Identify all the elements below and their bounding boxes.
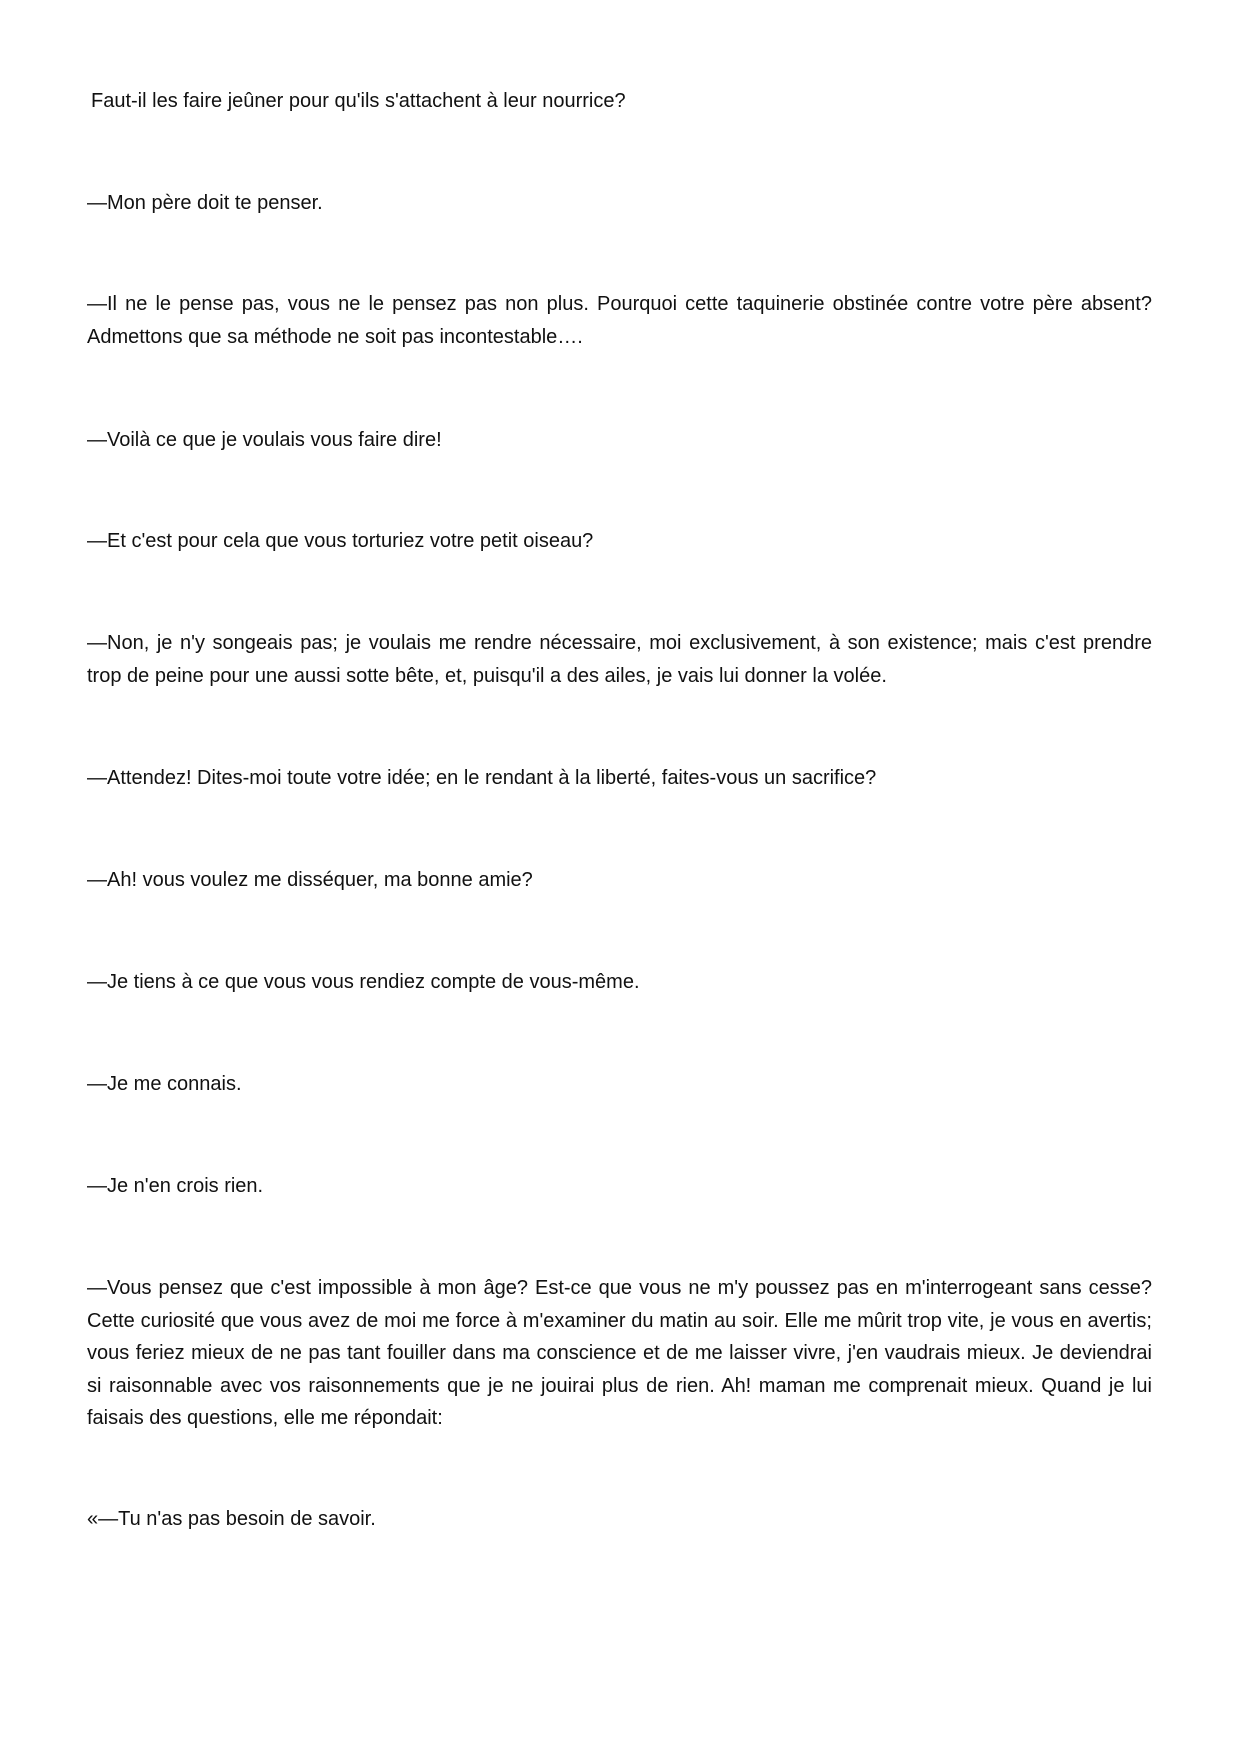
paragraph-12: —Vous pensez que c'est impossible à mon âge? Est-ce que vous ne m'y poussez pas en m'interrogeant sans cesse? Cette curiosité que vous avez de moi me force à m'examiner du matin au soir. Elle me mûrit trop vite, je vous en avertis; vous feriez mieux de ne pas tant fouiller dans ma conscience et de me laisser vivre, j'en vaudrais mieux. Je deviendrai si raisonnable avec vos raisonnements que je ne jouirai plus de rien. Ah! maman me comprenait mieux. Quand je lui faisais des questions, elle me répondait: — [87, 1277, 1152, 1429]
paragraph-8: —Ah! vous voulez me disséquer, ma bonne amie? — [87, 869, 533, 891]
paragraph-4: —Voilà ce que je voulais vous faire dire! — [87, 429, 442, 451]
paragraph-1: Faut-il les faire jeûner pour qu'ils s'attachent à leur nourrice? — [91, 90, 626, 112]
paragraph-9: —Je tiens à ce que vous vous rendiez compte de vous-même. — [87, 971, 640, 993]
paragraph-2: —Mon père doit te penser. — [87, 192, 323, 214]
paragraph-3: —Il ne le pense pas, vous ne le pensez pas non plus. Pourquoi cette taquinerie obstinée contre votre père absent? Admettons que sa méthode ne soit pas incontestable…. — [87, 293, 1152, 348]
paragraph-10: —Je me connais. — [87, 1073, 242, 1095]
paragraph-7: —Attendez! Dites-moi toute votre idée; en le rendant à la liberté, faites-vous un sacrifice? — [87, 767, 877, 789]
paragraph-6: —Non, je n'y songeais pas; je voulais me rendre nécessaire, moi exclusivement, à son existence; mais c'est prendre trop de peine pour une aussi sotte bête, et, puisqu'il a des ailes, je vais lui donner la volée. — [87, 632, 1152, 687]
paragraph-13: «—Tu n'as pas besoin de savoir. — [87, 1508, 376, 1530]
paragraph-11: —Je n'en crois rien. — [87, 1175, 264, 1197]
paragraph-5: —Et c'est pour cela que vous torturiez votre petit oiseau? — [87, 530, 594, 552]
